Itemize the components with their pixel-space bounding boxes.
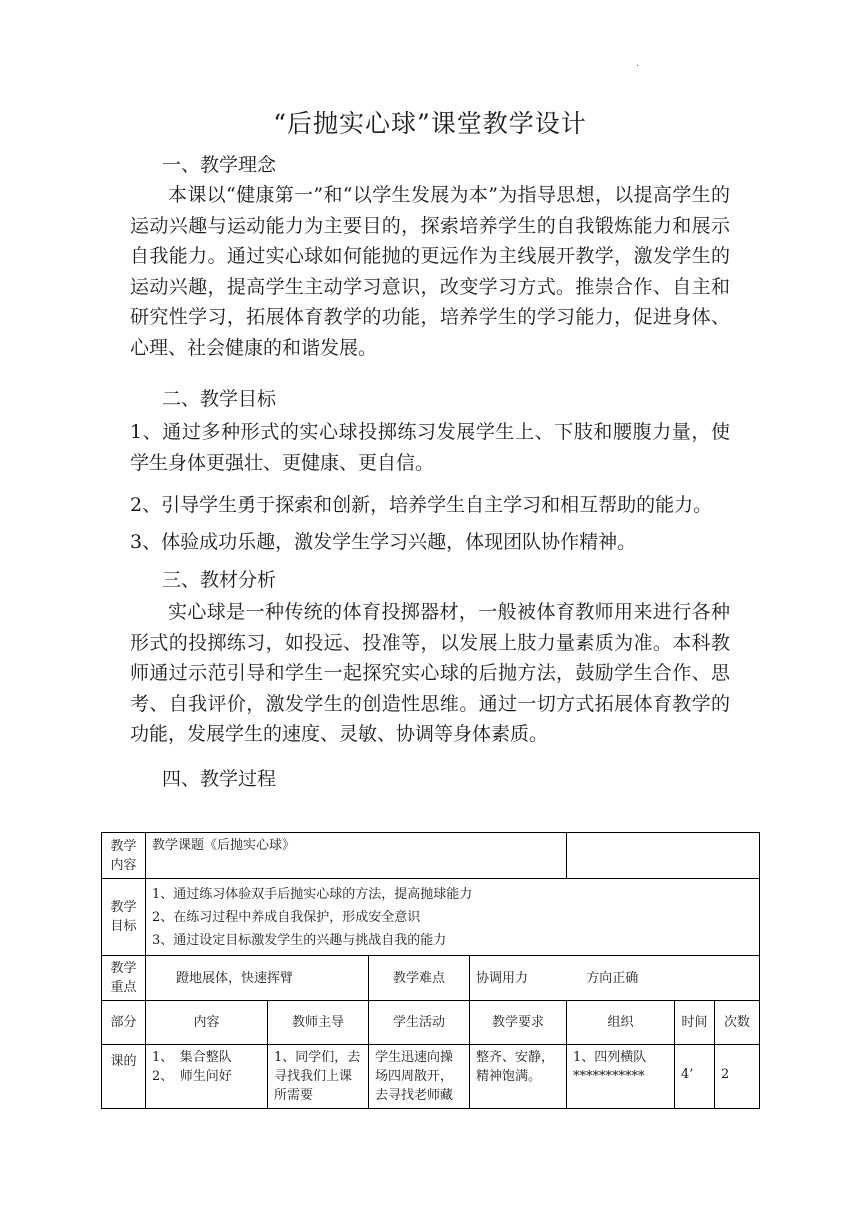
- row-requirement: 整齐、安静，精神饱满。: [470, 1045, 567, 1109]
- key-label-cell: 教学重点: [102, 956, 146, 1001]
- header-part: 部分: [102, 1001, 146, 1045]
- difficulty-value-cell: [470, 956, 760, 1001]
- section-heading-process: 四、教学过程: [162, 768, 277, 790]
- header-requirement: 教学要求: [470, 1001, 567, 1045]
- header-student: 学生活动: [369, 1001, 470, 1045]
- document-title: “后抛实心球”课堂教学设计: [273, 109, 587, 138]
- goal-label-cell: 教学目标: [102, 879, 146, 956]
- header-organization: 组织: [567, 1001, 675, 1045]
- content-label-cell: 教学内容: [102, 833, 146, 879]
- page-dot: .: [636, 58, 640, 69]
- header-count: 次数: [715, 1001, 760, 1045]
- row-teacher: 1、同学们，去寻找我们上课所需要: [268, 1045, 369, 1109]
- header-teacher: 教师主导: [268, 1001, 369, 1045]
- section-heading-material: 三、教材分析: [162, 569, 277, 591]
- difficulty-b: 方向正确: [586, 970, 639, 986]
- header-time: 时间: [675, 1001, 715, 1045]
- content-empty-cell: [567, 833, 760, 879]
- difficulty-label-cell: 教学难点: [369, 956, 470, 1001]
- row-content: 1、 集合整队 2、 师生问好: [146, 1045, 268, 1109]
- objective-item-1: 1、通过多种形式的实心球投掷练习发展学生上、下肢和腰腹力量，使学生身体更强壮、更健康、更自信。: [130, 421, 730, 474]
- goal-list-cell: [146, 879, 760, 956]
- philosophy-paragraph: 本课以“健康第一”和“以学生发展为本”为指导思想，以提高学生的运动兴趣与运动能力为主要目的，探索培养学生的自我锻炼能力和展示自我能力。通过实心球如何能抛的更远作为主线展开教学，激发学生的运动兴趣，提高学生主动学习意识，改变学习方式。推崇合作、自主和研究性学习，拓展体育教学的功能，培养学生的学习能力，促进身体、心理、社会健康的和谐发展。: [130, 184, 730, 359]
- difficulty-a: 协调用力: [476, 970, 529, 986]
- row-organization: 1、四列横队 ***********: [567, 1045, 675, 1109]
- key-value-cell: 蹬地展体，快速挥臂: [146, 956, 369, 1001]
- material-paragraph: 实心球是一种传统的体育投掷器材，一般被体育教师用来进行各种形式的投掷练习，如投远、投准等，以发展上肢力量素质为准。本科教师通过示范引导和学生一起探究实心球的后抛方法，鼓励学生合作、思考、自我评价，激发学生的创造性思维。通过一切方式拓展体育教学的功能，发展学生的速度、灵敏、协调等身体素质。: [130, 601, 730, 745]
- row-student: 学生迅速向操场四周散开，去寻找老师藏: [369, 1045, 470, 1109]
- row-part: 课的: [102, 1045, 146, 1109]
- goal-item: 2、在练习过程中养成自我保护，形成安全意识: [152, 910, 421, 925]
- row-time: 4’: [675, 1045, 715, 1109]
- goal-item: 3、通过设定目标激发学生的兴趣与挑战自我的能力: [152, 933, 447, 948]
- objective-item-2: 2、引导学生勇于探索和创新，培养学生自主学习和相互帮助的能力。: [130, 494, 713, 516]
- section-heading-objectives: 二、教学目标: [162, 388, 277, 410]
- goal-item: 1、通过练习体验双手后抛实心球的方法，提高抛球能力: [152, 887, 473, 902]
- row-count: 2: [715, 1045, 760, 1109]
- objective-item-3: 3、体验成功乐趣，激发学生学习兴趣，体现团队协作精神。: [130, 531, 637, 553]
- content-value-cell: 教学课题《后抛实心球》: [146, 833, 567, 879]
- lesson-table: [101, 832, 760, 1109]
- header-content: 内容: [146, 1001, 268, 1045]
- section-heading-philosophy: 一、教学理念: [162, 154, 277, 176]
